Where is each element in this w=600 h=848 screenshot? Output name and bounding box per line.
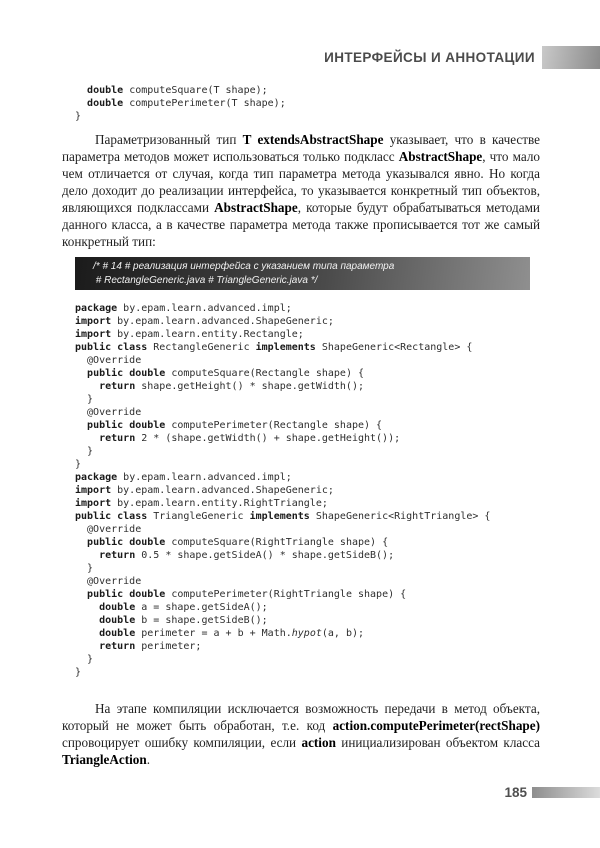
code-line [75, 315, 490, 328]
text-segment: public double [87, 368, 166, 379]
text-segment: computePerimeter(Rectangle shape) { [165, 420, 383, 431]
code-line [75, 601, 490, 614]
text-segment: ShapeGeneric<Rectangle> { [315, 342, 473, 353]
code-line [75, 302, 490, 315]
text-segment [75, 602, 99, 613]
code-line [75, 458, 490, 471]
text-segment: } [75, 654, 94, 665]
code-line [75, 393, 490, 406]
text-segment: , что мало чем отличается от случая, когда тип параметра метода указывался явно. Но когда дело доходит до реализации интерфейса, то указывается конкретный тип объектов, являющихся подклассами [62, 149, 540, 215]
text-segment: } [75, 111, 82, 122]
text-segment [75, 381, 99, 392]
text-segment: (a, b); [321, 628, 365, 639]
text-segment [75, 98, 87, 109]
code-line [75, 419, 490, 432]
text-segment: return [99, 641, 136, 652]
text-segment: На этапе компиляции исключается возможность передачи в метод объекта, который не может быть обработан, т.е. код [62, 701, 540, 733]
text-segment: implements [249, 511, 310, 522]
text-segment: TriangleAction [62, 752, 147, 767]
text-segment: public double [87, 589, 166, 600]
interface-code-snippet [75, 84, 286, 123]
text-segment: double [87, 85, 124, 96]
text-segment: b = shape.getSideB(); [135, 615, 268, 626]
listing-banner-files: # RectangleGeneric.java # TriangleGeneric.java */ [93, 275, 318, 286]
text-segment: @Override [75, 524, 142, 535]
text-segment: } [75, 446, 94, 457]
text-segment [75, 589, 87, 600]
text-segment: return [99, 550, 136, 561]
code-line [75, 354, 490, 367]
text-segment: return [99, 433, 136, 444]
code-line [75, 406, 490, 419]
text-segment: public class [75, 511, 148, 522]
text-segment: double [99, 602, 136, 613]
text-segment [75, 420, 87, 431]
text-segment: } [75, 394, 94, 405]
code-line [75, 110, 286, 123]
text-segment: 2 * (shape.getWidth() + shape.getHeight()); [135, 433, 401, 444]
text-segment: double [99, 628, 136, 639]
code-line [75, 536, 490, 549]
text-segment: computeSquare(Rectangle shape) { [165, 368, 365, 379]
text-segment: hypot [291, 628, 322, 639]
code-line [75, 549, 490, 562]
code-line [75, 640, 490, 653]
text-segment: } [75, 563, 94, 574]
text-segment: ShapeGeneric<RightTriangle> { [309, 511, 491, 522]
text-segment: double [99, 615, 136, 626]
text-segment: import [75, 485, 112, 496]
text-segment: TriangleGeneric [147, 511, 250, 522]
code-line [75, 84, 286, 97]
text-segment: AbstractShape [214, 200, 298, 215]
text-segment: public double [87, 537, 166, 548]
text-segment: Параметризованный тип [95, 132, 243, 147]
text-segment [75, 550, 99, 561]
text-segment: by.epam.learn.entity.Rectangle; [111, 329, 304, 340]
text-segment: @Override [75, 355, 142, 366]
paragraph-compilation-note [62, 700, 540, 768]
code-line [75, 653, 490, 666]
text-segment: } [75, 667, 82, 678]
code-line [75, 588, 490, 601]
header-decorative-bar [542, 46, 600, 69]
text-segment: computePerimeter(RightTriangle shape) { [165, 589, 407, 600]
text-segment: RectangleGeneric [147, 342, 256, 353]
code-line [75, 380, 490, 393]
code-line [75, 484, 490, 497]
text-segment: by.epam.learn.advanced.impl; [117, 472, 292, 483]
chapter-running-head: ИНТЕРФЕЙСЫ И АННОТАЦИИ [324, 50, 535, 65]
paragraph-generic-type-explanation [62, 131, 540, 250]
code-line [75, 497, 490, 510]
page-number: 185 [504, 785, 527, 800]
text-segment: computeSquare(RightTriangle shape) { [165, 537, 389, 548]
text-segment: 0.5 * shape.getSideA() * shape.getSideB(); [135, 550, 395, 561]
text-segment: . [146, 752, 151, 767]
code-line [75, 575, 490, 588]
listing-banner [75, 257, 530, 290]
text-segment: , которые будут обрабатываться методами данного класса, а в качестве параметра метода также прописывается тот же самый конкретный тип: [62, 200, 540, 249]
text-segment: a = shape.getSideA(); [135, 602, 268, 613]
text-segment: @Override [75, 576, 142, 587]
code-line [75, 627, 490, 640]
text-segment: указывает, что в качестве параметра методов может использоваться только подкласс [62, 132, 541, 164]
listing-banner-title: /* # 14 # реализация интерфейса с указанием типа параметра [93, 261, 395, 272]
text-segment: by.epam.learn.entity.RightTriangle; [111, 498, 328, 509]
text-segment: import [75, 498, 112, 509]
text-segment: T extendsAbstractShape [242, 132, 384, 147]
code-line [75, 341, 490, 354]
listing-code-block [75, 302, 490, 679]
code-line [75, 367, 490, 380]
text-segment: computeSquare(T shape); [123, 85, 268, 96]
text-segment: public double [87, 420, 166, 431]
text-segment [75, 368, 87, 379]
text-segment: by.epam.learn.advanced.ShapeGeneric; [111, 485, 334, 496]
text-segment: shape.getHeight() * shape.getWidth(); [135, 381, 364, 392]
text-segment: import [75, 329, 112, 340]
footer-decorative-bar [532, 787, 600, 798]
text-segment: by.epam.learn.advanced.ShapeGeneric; [111, 316, 334, 327]
text-segment: import [75, 316, 112, 327]
text-segment: } [75, 459, 82, 470]
text-segment: return [99, 381, 136, 392]
text-segment [75, 615, 99, 626]
text-segment: public class [75, 342, 148, 353]
code-line [75, 510, 490, 523]
text-segment: спровоцирует ошибку компиляции, если [62, 735, 302, 750]
text-segment: AbstractShape [398, 149, 483, 164]
text-segment [75, 641, 99, 652]
text-segment: implements [255, 342, 316, 353]
text-segment: package [75, 303, 118, 314]
text-segment: инициализирован объектом класса [335, 735, 540, 750]
code-line [75, 562, 490, 575]
text-segment: @Override [75, 407, 142, 418]
text-segment: package [75, 472, 118, 483]
text-segment [75, 628, 99, 639]
text-segment: action [301, 735, 336, 750]
text-segment: perimeter = a + b + Math. [135, 628, 292, 639]
code-line [75, 666, 490, 679]
code-line [75, 97, 286, 110]
text-segment: by.epam.learn.advanced.impl; [117, 303, 292, 314]
text-segment: perimeter; [135, 641, 202, 652]
code-line [75, 523, 490, 536]
text-segment [75, 433, 99, 444]
code-line [75, 614, 490, 627]
text-segment [75, 85, 87, 96]
text-segment: computePerimeter(T shape); [123, 98, 286, 109]
code-line [75, 445, 490, 458]
text-segment [75, 537, 87, 548]
code-line [75, 471, 490, 484]
text-segment: double [87, 98, 124, 109]
code-line [75, 432, 490, 445]
text-segment: action.computePerimeter(rectShape) [332, 718, 540, 733]
code-line [75, 328, 490, 341]
